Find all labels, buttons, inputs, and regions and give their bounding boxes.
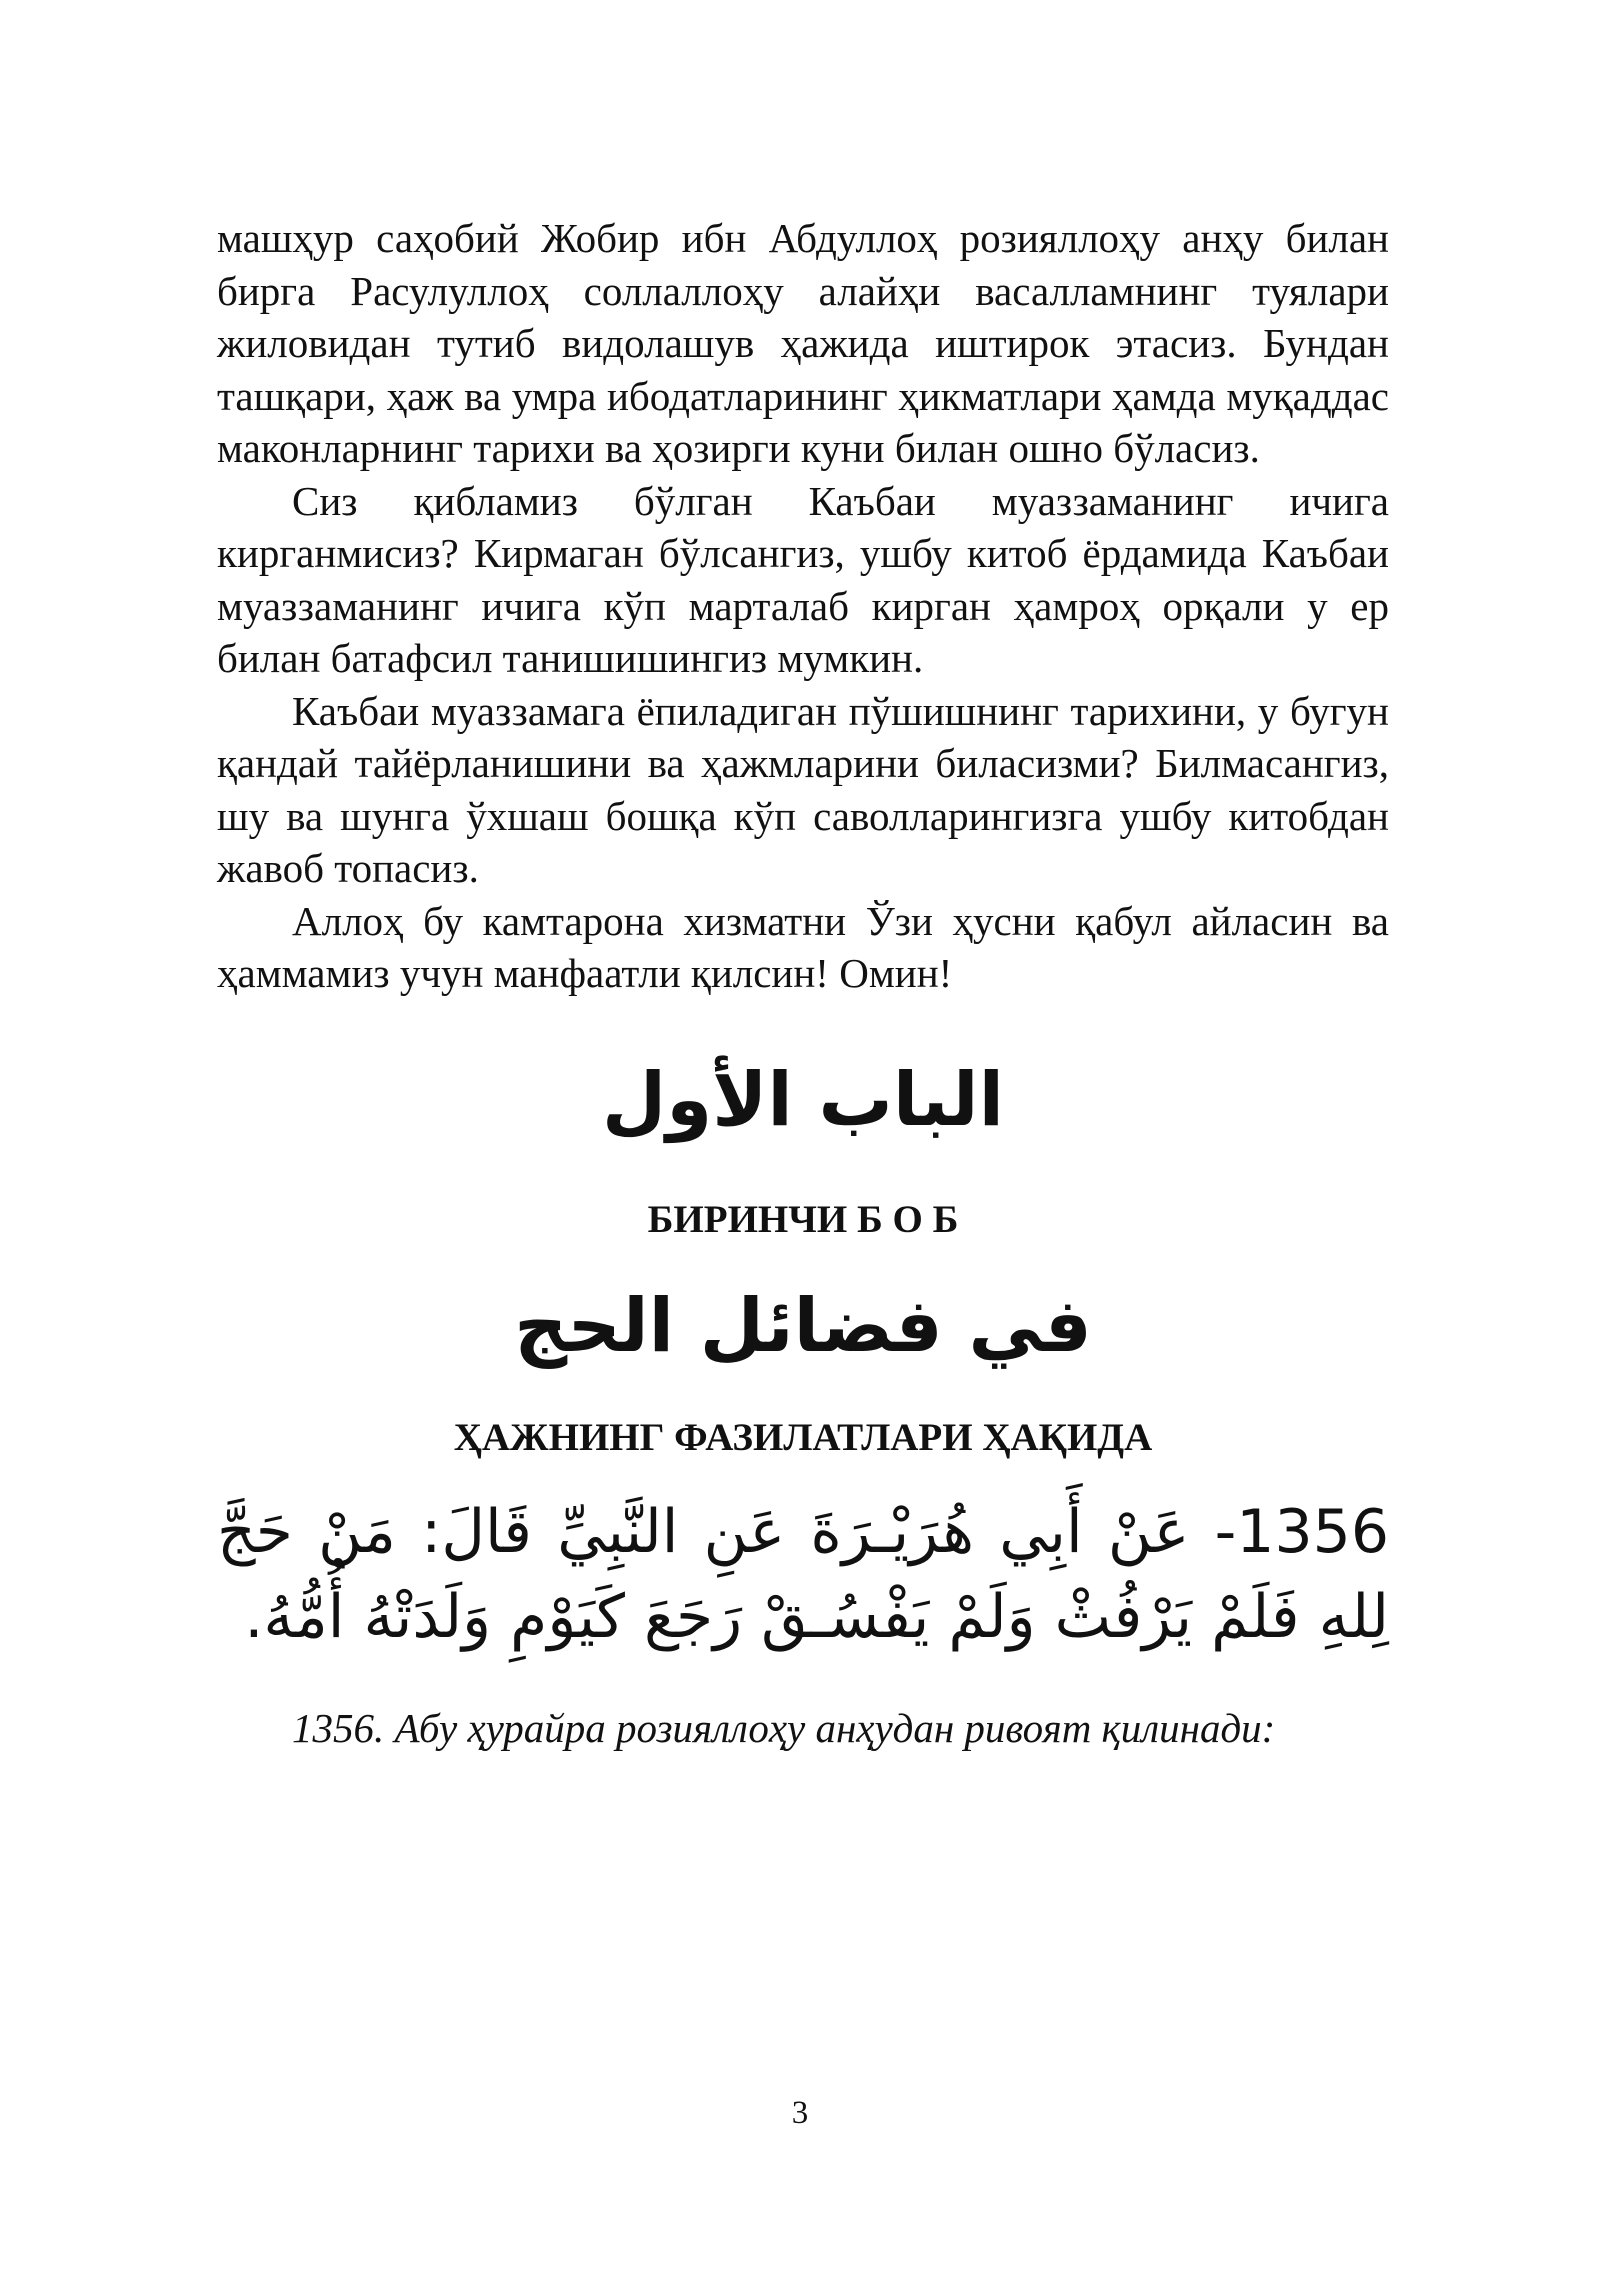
chapter-arabic-title: الباب الأول	[602, 1056, 1004, 1143]
page-number: 3	[791, 2095, 809, 2131]
chapter-subtitle: ҲАЖНИНГ ФАЗИЛАТЛАРИ ҲАҚИДА	[453, 1415, 1153, 1459]
intro-paragraph-3: Каъбаи муаззамага ёпиладиган пўшишнинг тарихини, у бугун қандай тайёрланишини ва ҳажмларини биласизми? Билмасангиз, шу ва шунга ўхшаш бошқа кўп саволларингизга ушбу китобдан жавоб топасиз.	[217, 687, 1389, 891]
hadith-arabic-text: 1356- عَنْ أَبِي هُرَيْـرَةَ عَنِ النَّبِيِّ قَالَ: مَنْ حَجَّ لِلهِ فَلَمْ يَرْفُثْ وَلَمْ يَفْسُـقْ رَجَعَ كَيَوْمِ وَلَدَتْهُ أُمُّهُ.	[217, 1496, 1389, 1652]
intro-paragraph-1: машҳур саҳобий Жобир ибн Абдуллоҳ розияллоҳу анҳу билан бирга Расулуллоҳ соллаллоҳу алайҳи васалламнинг туялари жиловидан тутиб видолашув ҳажида иштирок этасиз. Бундан ташқари, ҳаж ва умра ибодатларининг ҳикматлари ҳамда муқаддас маконларнинг тарихи ва ҳозирги куни билан ошно бўласиз.	[217, 215, 1389, 471]
chapter-arabic-subtitle: في فضائل الحج	[514, 1282, 1092, 1369]
intro-paragraph-2: Сиз қибламиз бўлган Каъбаи муаззаманинг ичига кирганмисиз? Кирмаган бўлсангиз, ушбу китоб ёрдамида Каъбаи муаззаманинг ичига кўп марталаб кирган ҳамроҳ орқали у ер билан батафсил танишишингиз мумкин.	[217, 477, 1389, 681]
page-content	[217, 212, 1389, 1754]
hadith-translation: 1356. Абу ҳурайра розияллоҳу анҳудан ривоят қилинади:	[292, 1704, 1276, 1751]
intro-paragraph-4: Аллоҳ бу камтарона хизматни Ўзи ҳусни қабул айласин ва ҳаммамиз учун манфаатли қилсин! Омин!	[217, 897, 1389, 996]
chapter-title: БИРИНЧИ Б О Б	[647, 1197, 959, 1241]
